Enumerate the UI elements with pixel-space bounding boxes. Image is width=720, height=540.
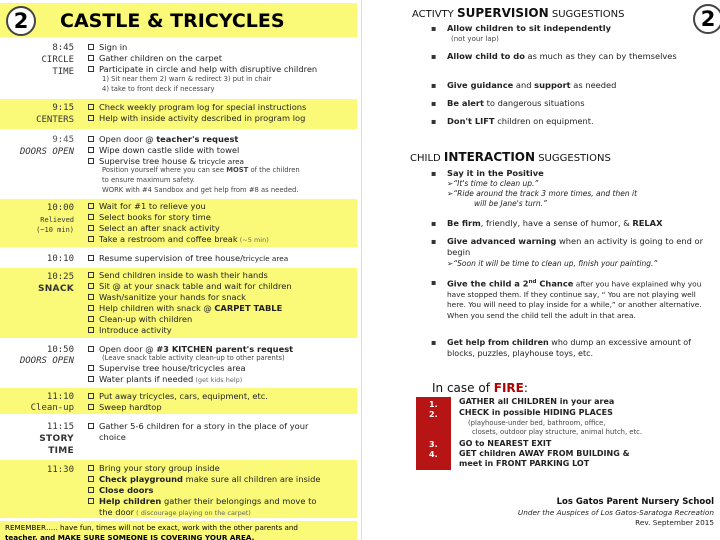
bullet-icon: ▪ bbox=[431, 99, 437, 108]
remember-note: REMEMBER….. have fun, times will not be exact, work with the other parents and teacher, and MAKE SURE SOMEONE IS COVERING YOUR AREA. bbox=[0, 521, 357, 540]
bullet-icon: ▪ bbox=[431, 24, 437, 33]
fire-step-note: (playhouse-under bed, bathroom, office, bbox=[468, 419, 606, 427]
checkbox-icon bbox=[88, 66, 94, 72]
checkbox-icon bbox=[88, 136, 94, 142]
checklist-item: Sign in bbox=[88, 42, 127, 53]
bullet-icon: ▪ bbox=[431, 52, 437, 61]
checklist-item: Help with inside activity described in program log bbox=[88, 113, 305, 124]
checklist-item: Check playground make sure all children are inside bbox=[88, 474, 320, 485]
checklist-item: Wait for #1 to relieve you bbox=[88, 201, 206, 212]
checklist-item: Supervise tree house/tricycles area bbox=[88, 363, 246, 374]
checkbox-icon bbox=[88, 476, 94, 482]
checkbox-icon bbox=[88, 305, 94, 311]
interaction-tip: Say it in the Positive bbox=[447, 168, 544, 178]
time-label: 10:10 bbox=[46, 254, 74, 264]
fire-step: GATHER all CHILDREN in your area bbox=[459, 397, 615, 406]
checkbox-icon bbox=[88, 255, 94, 261]
bullet-icon: ▪ bbox=[431, 338, 437, 347]
checkbox-icon bbox=[88, 104, 94, 110]
checkbox-icon bbox=[88, 236, 94, 242]
checklist-item: Select books for story time bbox=[88, 212, 211, 223]
checklist-item-continued: the door ( discourage playing on the carpet) bbox=[99, 507, 251, 517]
checklist-item: Bring your story group inside bbox=[88, 463, 220, 474]
checkbox-icon bbox=[88, 316, 94, 322]
checkbox-icon bbox=[88, 283, 94, 289]
interaction-tip: Give the child a 2nd Chance after you have explained why you have stopped them. If they continue say, “ You are not playing well here. You will need to play inside for a while,” or another alternative. When you send the child tell the adult in that area. bbox=[447, 278, 702, 320]
tip-note: (not your lap) bbox=[451, 35, 499, 43]
checkbox-icon bbox=[88, 44, 94, 50]
example-quote: ➢“It's time to clean up.” bbox=[447, 179, 539, 188]
checklist-item: Introduce activity bbox=[88, 325, 172, 336]
interaction-tip: Be firm, friendly, have a sense of humor, & RELAX bbox=[447, 218, 663, 228]
example-quote: ➢“Soon it will be time to clean up, finish your painting.” bbox=[447, 259, 658, 268]
checklist-item: Help children gather their belongings and move to bbox=[88, 496, 316, 507]
time-label: 11:30 bbox=[46, 465, 74, 475]
time-label: 10:50 bbox=[46, 345, 74, 355]
checkbox-icon bbox=[88, 487, 94, 493]
supervision-tip: Allow child to do as much as they can by themselves bbox=[447, 51, 677, 61]
time-label: 10:00 bbox=[46, 203, 74, 213]
bullet-icon: ▪ bbox=[431, 81, 437, 90]
time-label: 11:15 bbox=[46, 422, 74, 432]
checkbox-icon bbox=[88, 404, 94, 410]
time-label: 9:45 bbox=[52, 135, 74, 145]
checkbox-icon bbox=[88, 327, 94, 333]
section-label: STORY bbox=[39, 434, 74, 444]
fire-step: CHECK in possible HIDING PLACES bbox=[459, 408, 613, 417]
fire-steps-marker: 1. 2. 3. 4. bbox=[416, 397, 451, 470]
checklist-item: Select an after snack activity bbox=[88, 223, 220, 234]
item-note: WORK with #4 Sandbox and get help from #8 as needed. bbox=[102, 186, 299, 194]
fire-step: GET children AWAY FROM BUILDING & bbox=[459, 449, 630, 458]
interaction-tip: Get help from children who dump an excessive amount of blocks, puzzles, playhouse toys, etc. bbox=[447, 338, 691, 358]
checklist-item: Wash/sanitize your hands for snack bbox=[88, 292, 246, 303]
interaction-heading: CHILD INTERACTION SUGGESTIONS bbox=[410, 150, 611, 164]
checklist-item: Participate in circle and help with disruptive children bbox=[88, 64, 317, 75]
interaction-tip: Give advanced warning when an activity is going to end or begin bbox=[447, 236, 704, 257]
checklist-item-continued: choice bbox=[99, 432, 126, 442]
checklist-item: Send children inside to wash their hands bbox=[88, 270, 268, 281]
checkbox-icon bbox=[88, 115, 94, 121]
checklist-item: Clean-up with children bbox=[88, 314, 192, 325]
checkbox-icon bbox=[88, 55, 94, 61]
revision-date: Rev. September 2015 bbox=[635, 518, 714, 527]
station-number-badge-right: 2 bbox=[693, 4, 720, 34]
section-label: SNACK bbox=[37, 284, 74, 294]
section-label: CENTERS bbox=[36, 115, 74, 125]
checklist-item: Open door @ teacher's request bbox=[88, 134, 238, 145]
auspices-line: Under the Auspices of Los Gatos-Saratoga Recreation bbox=[517, 508, 714, 517]
checkbox-icon bbox=[88, 214, 94, 220]
checklist-item: Help children with snack @ CARPET TABLE bbox=[88, 303, 282, 314]
section-label: CIRCLE bbox=[41, 55, 74, 65]
checklist-item: Wipe down castle slide with towel bbox=[88, 145, 239, 156]
section-label: TIME bbox=[48, 446, 74, 456]
fire-step-note: closets, outdoor play structure, animal hutch, etc. bbox=[472, 428, 643, 436]
fire-step: GO to NEAREST EXIT bbox=[459, 439, 552, 448]
section-label: Clean-up bbox=[30, 403, 74, 413]
item-note: (Leave snack table activity clean-up to other parents) bbox=[102, 354, 285, 362]
bullet-icon: ▪ bbox=[431, 237, 437, 246]
checklist-item: Supervise tree house & tricycle area bbox=[88, 156, 244, 168]
section-label: DOORS OPEN bbox=[19, 147, 74, 157]
school-name: Los Gatos Parent Nursery School bbox=[556, 497, 714, 507]
item-note: to ensure maximum safety. bbox=[102, 176, 195, 184]
checklist-item: Put away tricycles, cars, equipment, etc. bbox=[88, 391, 268, 402]
checklist-item: Take a restroom and coffee break (~5 min) bbox=[88, 234, 269, 246]
fire-step: meet in FRONT PARKING LOT bbox=[459, 459, 590, 468]
checklist-item: Sweep hardtop bbox=[88, 402, 162, 413]
checklist-item: Gather children on the carpet bbox=[88, 53, 222, 64]
checkbox-icon bbox=[88, 272, 94, 278]
checkbox-icon bbox=[88, 294, 94, 300]
example-quote: will be Jane's turn.” bbox=[474, 199, 547, 208]
checkbox-icon bbox=[88, 365, 94, 371]
checklist-item: Gather 5-6 children for a story in the place of your bbox=[88, 421, 308, 432]
bullet-icon: ▪ bbox=[431, 219, 437, 228]
supervision-tip: Be alert to dangerous situations bbox=[447, 98, 585, 108]
checklist-item: Sit @ at your snack table and wait for children bbox=[88, 281, 292, 292]
checklist-item: Water plants if needed (get kids help) bbox=[88, 374, 242, 386]
supervision-tip: Don't LIFT children on equipment. bbox=[447, 116, 594, 126]
item-note: 4) take to front deck if necessary bbox=[102, 85, 215, 93]
supervision-heading: ACTIVTY SUPERVISION SUGGESTIONS bbox=[412, 6, 625, 20]
bullet-icon: ▪ bbox=[431, 117, 437, 126]
checklist-item: Check weekly program log for special instructions bbox=[88, 102, 306, 113]
item-note: Position yourself where you can see MOST of the children bbox=[102, 166, 300, 174]
time-label: 11:10 bbox=[46, 392, 74, 402]
time-label: 10:25 bbox=[46, 272, 74, 282]
checkbox-icon bbox=[88, 376, 94, 382]
item-note: 1) Sit near them 2) warn & redirect 3) put in chair bbox=[102, 75, 272, 83]
fire-heading: In case of FIRE: bbox=[432, 381, 528, 395]
time-label: 8:45 bbox=[52, 43, 74, 53]
checkbox-icon bbox=[88, 393, 94, 399]
page-title: CASTLE & TRICYCLES bbox=[60, 10, 285, 32]
supervision-tip: Allow children to sit independently bbox=[447, 23, 612, 33]
checkbox-icon bbox=[88, 498, 94, 504]
station-number-badge: 2 bbox=[6, 6, 36, 36]
supervision-tip: Give guidance and support as needed bbox=[447, 80, 617, 90]
column-divider bbox=[361, 0, 362, 540]
bullet-icon: ▪ bbox=[431, 169, 437, 178]
section-label: TIME bbox=[52, 67, 74, 77]
checklist-item: Resume supervision of tree house/tricycle area bbox=[88, 253, 288, 265]
checkbox-icon bbox=[88, 225, 94, 231]
checkbox-icon bbox=[88, 147, 94, 153]
checklist-item: Close doors bbox=[88, 485, 153, 496]
checkbox-icon bbox=[88, 158, 94, 164]
section-label: Relieved bbox=[40, 216, 74, 224]
checklist-item: Open door @ #3 KITCHEN parent's request bbox=[88, 344, 293, 355]
section-label: DOORS OPEN bbox=[19, 356, 74, 366]
section-label: (~10 min) bbox=[36, 226, 74, 234]
checkbox-icon bbox=[88, 423, 94, 429]
bullet-icon: ▪ bbox=[431, 278, 437, 287]
time-label: 9:15 bbox=[52, 103, 74, 113]
checkbox-icon bbox=[88, 465, 94, 471]
checkbox-icon bbox=[88, 203, 94, 209]
example-quote: ➢“Ride around the track 3 more times, and then it bbox=[447, 189, 638, 198]
checkbox-icon bbox=[88, 346, 94, 352]
